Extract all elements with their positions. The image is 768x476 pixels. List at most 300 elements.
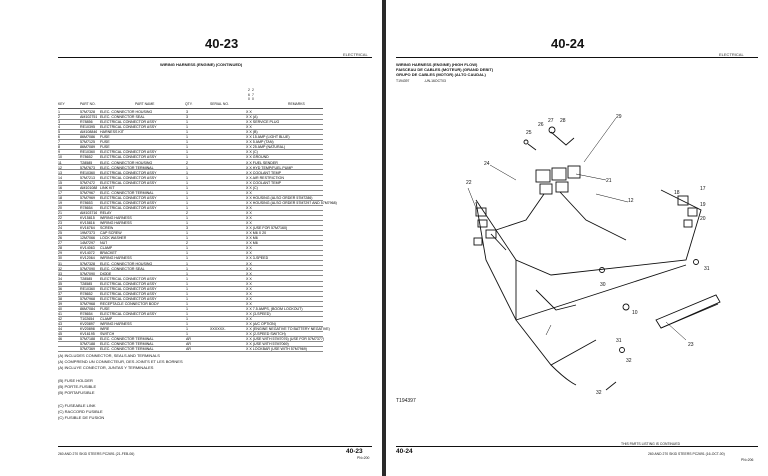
row-key: 35 (58, 281, 62, 286)
row-qty: 1 (186, 216, 188, 221)
row-part-name: WIRE (100, 327, 110, 332)
row-key: 2 (58, 115, 60, 120)
row-part-no: T28585 (80, 276, 93, 281)
row-part-no: 57M7967 (80, 190, 95, 195)
col-remarks: REMARKS (288, 102, 305, 106)
footer-pn: PN=200 (357, 456, 370, 460)
row-key: 42 (58, 317, 62, 322)
row-part-no: KV15815 (80, 216, 95, 221)
row-part-name: ELECTRICAL CONNECTOR ASSY (100, 281, 157, 286)
table-row (58, 155, 323, 159)
header-rule (396, 57, 758, 58)
row-part-name: ELECTRICAL CONNECTOR ASSY (100, 195, 157, 200)
row-key: 27 (58, 241, 62, 246)
row-serial: XXXXXX- (210, 327, 226, 332)
row-qty: 1 (186, 195, 188, 200)
table-row (58, 125, 323, 129)
row-qty: 1 (186, 145, 188, 150)
row-qty: 1 (186, 150, 188, 155)
row-part-no: 86M7086 (80, 135, 95, 140)
row-qty: 1 (186, 251, 188, 256)
row-part-no: 57M7328 (80, 110, 95, 114)
row-part-no: RE10360 (80, 150, 95, 155)
row-remarks: X X (246, 261, 252, 266)
row-qty: 1 (186, 155, 188, 160)
callout-27: 27 (548, 118, 554, 124)
row-qty: 1 (186, 246, 188, 251)
row-part-no: 57M7213 (80, 175, 95, 180)
row-part-name: FUSE (100, 306, 110, 311)
table-row (58, 307, 323, 311)
footer-rule (58, 446, 372, 447)
row-part-no: 86M7084 (80, 306, 95, 311)
row-remarks: X X 5 AMP (TAN) (246, 140, 274, 145)
row-key: 4 (58, 125, 60, 130)
table-row (58, 110, 323, 114)
row-part-name: ELEC. CONNECTOR TERMINAL (100, 342, 154, 347)
row-remarks: X X (246, 266, 252, 271)
row-part-no: 57M7472 (80, 180, 95, 185)
row-remarks: X X (3-SPEED) (246, 312, 271, 316)
row-remarks: X X (246, 286, 252, 291)
footer-rule (396, 446, 758, 447)
row-qty: 1 (186, 130, 188, 135)
row-remarks: X X (246, 110, 252, 114)
row-key: 33 (58, 271, 62, 276)
row-part-no: T28585 (80, 281, 93, 286)
row-qty: AR (186, 347, 191, 352)
serial-marker: 0 (248, 97, 250, 101)
row-part-no: KV14072 (80, 251, 95, 256)
title-en: WIRING HARNESS (ENGINE) (HIGH FLOW) (396, 62, 478, 67)
table-row (58, 140, 323, 144)
row-remarks: X X (B) (246, 130, 258, 135)
callout-17: 17 (700, 186, 706, 192)
row-qty: 1 (186, 140, 188, 145)
table-header-rule (58, 108, 323, 109)
row-part-no: T102654 (80, 317, 95, 322)
row-remarks: X X (246, 205, 252, 210)
row-remarks: X X (USE WITH 57M7076) (USE FOR 57M7377) (246, 337, 325, 342)
callout-26: 26 (538, 122, 544, 128)
row-part-name: FUSE (100, 135, 110, 140)
row-part-name: ELECTRICAL CONNECTOR ASSY (100, 286, 157, 291)
row-qty: 1 (186, 296, 188, 301)
row-part-name: NUT (100, 241, 108, 246)
row-part-no: R78654 (80, 312, 93, 316)
row-key: 41 (58, 312, 62, 316)
row-qty: 1 (186, 312, 188, 316)
row-qty: 1 (186, 221, 188, 226)
row-part-no: 14M7297 (80, 241, 95, 246)
table-row (58, 130, 323, 134)
row-qty: 1 (186, 261, 188, 266)
row-part-name: CLAMP (100, 317, 113, 322)
callout-19: 19 (700, 202, 706, 208)
col-part-no: PART NO. (80, 102, 96, 106)
table-row (58, 176, 323, 180)
row-key: 39 (58, 301, 62, 306)
row-part-name: ELEC. CONNECTOR TERMINAL (100, 337, 154, 342)
row-remarks: X X (A) (246, 115, 258, 120)
row-part-name: WIRING HARNESS (100, 322, 132, 327)
row-part-no: RE10360 (80, 286, 95, 291)
row-qty: 1 (186, 256, 188, 261)
row-qty: 1 (186, 276, 188, 281)
row-part-no: 57M7969 (80, 195, 95, 200)
row-part-name: ELECTRICAL CONNECTOR ASSY (100, 276, 157, 281)
row-part-no: 57M7090 (80, 271, 95, 276)
row-remarks: X X (246, 276, 252, 281)
row-part-no: R78652 (80, 291, 93, 296)
footer-pn: PN=206 (741, 458, 754, 462)
row-part-no: KV15816 (80, 221, 95, 226)
row-part-name: FUSE (100, 145, 110, 150)
row-qty: 1 (186, 291, 188, 296)
col-key: KEY (58, 102, 65, 106)
row-key: 1 (58, 110, 60, 114)
row-key: 37 (58, 291, 62, 296)
callout-24: 24 (484, 161, 490, 167)
row-remarks: X X M6 X 20 (246, 231, 267, 236)
table-row (58, 337, 323, 341)
row-qty: 3 (186, 226, 188, 231)
row-remarks: X X GROUND (246, 155, 269, 160)
row-part-no: KV20898 (80, 327, 95, 332)
row-key: 24 (58, 226, 62, 231)
row-key: 9 (58, 150, 60, 155)
row-remarks: X X (USE FOR 57M7160) (246, 226, 288, 231)
row-part-no: 57M7968 (80, 296, 95, 301)
row-key: 36 (58, 286, 62, 291)
row-part-name: WIRING HARNESS (100, 221, 132, 226)
callout-25: 25 (526, 130, 532, 136)
row-part-no: 19M7373 (80, 231, 95, 236)
figure-caption: T194397 (396, 398, 416, 404)
row-part-name: ELECTRICAL CONNECTOR ASSY (100, 120, 157, 125)
row-key: 5 (58, 130, 60, 135)
row-part-name: ELECTRICAL CONNECTOR ASSY (100, 205, 157, 210)
row-part-name: ELECTRICAL CONNECTOR ASSY (100, 150, 157, 155)
row-remarks: X X (246, 251, 252, 256)
row-qty: 1 (186, 135, 188, 140)
row-part-no: 57M7090 (80, 266, 95, 271)
row-part-name: BRACKET (100, 251, 117, 256)
row-key: 44 (58, 327, 62, 332)
row-part-no: R78654 (80, 205, 93, 210)
row-part-name: SWITCH (100, 332, 115, 337)
table-row (58, 302, 323, 306)
col-qty: QTY. (185, 102, 193, 106)
row-part-name: ELEC. CONNECTOR SEAL (100, 115, 145, 120)
table-row (58, 267, 323, 271)
row-remarks: X X HYD TEMP/FUEL PUMP (246, 165, 293, 170)
table-row (58, 332, 323, 336)
right-page (386, 0, 768, 476)
row-part-no: 57M7673 (80, 165, 95, 170)
footnote: (B) PORTE-FUSIBLE (58, 384, 97, 389)
row-key: 22 (58, 216, 62, 221)
row-part-no: 57M7125 (80, 140, 95, 145)
row-qty: 2 (186, 241, 188, 246)
row-qty: 1 (186, 332, 188, 337)
table-row (58, 221, 323, 225)
table-row (58, 272, 323, 276)
row-part-name: ELEC. CONNECTOR HOUSING (100, 110, 153, 114)
table-row (58, 200, 337, 205)
callout-30: 30 (600, 282, 606, 288)
row-part-name: ELEC. CONNECTOR SEAL (100, 266, 145, 271)
row-remarks: X X SERVICE PLUG (246, 120, 280, 125)
row-qty: 1 (186, 185, 188, 190)
row-key: 45 (58, 332, 62, 337)
row-key: 10 (58, 155, 62, 160)
serial-marker: 7 (252, 92, 254, 97)
row-remarks: X X (246, 216, 252, 221)
row-part-no: 57M7968 (80, 301, 95, 306)
row-part-name: SCREW (100, 226, 114, 231)
row-qty: 2 (186, 160, 188, 165)
row-remarks: X X (246, 190, 252, 195)
row-remarks: X X (246, 301, 252, 306)
serial-marker: 2 (252, 88, 254, 92)
title-fr: FAISCEAU DE CABLES (MOTEUR) (GRAND DEBIT) (396, 67, 494, 72)
footnote: (B) FUSE HOLDER (58, 377, 93, 383)
row-remarks: X X 3-SPEED (246, 256, 269, 261)
page-number: 40-24 (551, 36, 585, 51)
table-row (58, 342, 323, 346)
row-remarks: X X COOLANT TEMP (246, 180, 282, 185)
footer-text: 260 AND 270 SKID STEERS PC2691 (16-OCT-00) (648, 452, 725, 456)
row-remarks: X X (A/C OPTION) (246, 322, 276, 327)
row-remarks: X X (246, 317, 252, 322)
row-part-name: ELECTRICAL CONNECTOR ASSY (100, 125, 157, 130)
row-key: 23 (58, 221, 62, 226)
table-row (58, 287, 323, 291)
table-row (58, 216, 323, 220)
table-row (58, 186, 323, 190)
row-qty: 1 (186, 175, 188, 180)
figure-date: -UN-16OCT03 (424, 79, 446, 83)
footnote: (C) FUSIBLE DE FUSION (58, 415, 105, 420)
table-row (58, 145, 323, 149)
footer-page-number: 40-24 (396, 448, 413, 455)
row-qty: AR (186, 342, 191, 347)
row-part-name: ELECTRICAL CONNECTOR ASSY (100, 155, 157, 160)
row-part-no: KV20897 (80, 322, 95, 327)
row-remarks: X X (246, 211, 252, 215)
table-row (58, 181, 323, 185)
table-row (58, 115, 323, 119)
row-part-name: ELECTRICAL CONNECTOR ASSY (100, 180, 157, 185)
table-row (58, 226, 323, 230)
row-part-name: ELECTRICAL CONNECTOR ASSY (100, 170, 157, 175)
table-row (58, 206, 323, 210)
row-key: 30 (58, 256, 62, 261)
row-qty: 1 (186, 281, 188, 286)
row-part-name: FUSE (100, 140, 110, 145)
callout-10: 10 (632, 310, 638, 316)
row-part-name: ELEC. CONNECTOR HOUSING (100, 261, 153, 266)
row-part-no: RE10395 (80, 125, 95, 130)
row-remarks: X X COOLANT TEMP (246, 170, 282, 175)
row-part-no: R78653 (80, 200, 93, 205)
footnote: (A) INCLUYE CONECTOR, JUNTAS Y TERMINALES (58, 365, 154, 371)
row-remarks: X X (246, 281, 252, 286)
row-part-no: AM101088 (80, 185, 98, 190)
row-part-no: AM108846 (80, 130, 98, 135)
row-key: 14 (58, 175, 62, 180)
row-qty: 1 (186, 180, 188, 185)
title-es: GRUPO DE CABLES (MOTOR) (ALTO CAUDAL) (396, 72, 486, 77)
table-row (58, 161, 323, 165)
row-part-name: ELEC. CONNECTOR TERMINAL (100, 347, 154, 352)
row-key: 18 (58, 195, 62, 200)
row-qty: 1 (186, 322, 188, 327)
row-key: 31 (58, 261, 62, 266)
callout-28: 28 (560, 118, 566, 124)
row-key: 34 (58, 276, 62, 281)
callout-12: 12 (628, 198, 634, 204)
row-part-name: ELEC. CONNECTOR HOUSING (100, 160, 153, 165)
row-qty: 1 (186, 205, 188, 210)
row-key: 11 (58, 160, 62, 165)
footnote: (A) COMPREND UN CONNECTEUR, DES JOINTS ET LES BORNES (58, 359, 183, 365)
row-qty: 1 (186, 231, 188, 236)
row-remarks: X X AIR RESTRICTION (246, 175, 284, 180)
table-row (58, 135, 323, 139)
row-part-name: CLAMP (100, 246, 113, 251)
table-row (58, 236, 323, 240)
row-remarks: X X M6 (246, 236, 258, 241)
row-key: 38 (58, 296, 62, 301)
row-qty: 1 (186, 170, 188, 175)
row-qty: 1 (186, 190, 188, 195)
table-row (58, 347, 323, 351)
row-part-no: 57M7328 (80, 261, 95, 266)
callout-31b: 31 (616, 338, 622, 344)
row-key: 16 (58, 185, 62, 190)
row-qty: 1 (186, 286, 188, 291)
table-row (58, 166, 323, 170)
footer-page-number: 40-23 (346, 448, 363, 455)
row-qty: 1 (186, 236, 188, 241)
table-row (58, 246, 323, 250)
row-part-name: ELEC. CONNECTOR TERMINAL (100, 190, 154, 195)
row-key: 7 (58, 140, 60, 145)
section-label: ELECTRICAL (343, 52, 368, 57)
table-row (58, 251, 323, 255)
serial-marker: 2 (248, 88, 250, 92)
row-remarks: X X (246, 296, 252, 301)
footnote: (B) PORTAFUSIBLE (58, 390, 95, 396)
row-key: 21 (58, 211, 62, 215)
row-qty: 1 (186, 301, 188, 306)
row-remarks: X X (C) (246, 185, 258, 190)
table-row (58, 191, 323, 195)
row-key: 26 (58, 236, 62, 241)
col-serial-no: SERIAL NO. (210, 102, 229, 106)
row-remarks: X X (246, 221, 252, 226)
row-part-no: R78652 (80, 155, 93, 160)
figure-id: T194397 (396, 79, 410, 83)
callout-22: 22 (466, 180, 472, 186)
row-part-no: R78856 (80, 120, 93, 125)
section-label: ELECTRICAL (719, 52, 744, 57)
row-part-name: ELECTRICAL CONNECTOR ASSY (100, 175, 157, 180)
serial-marker: 0 (252, 97, 254, 101)
row-key: 19 (58, 200, 62, 205)
row-part-no: RE10360 (80, 170, 95, 175)
serial-marker: 6 (248, 92, 250, 97)
table-row (58, 297, 323, 301)
row-part-name: ELECTRICAL CONNECTOR ASSY (100, 291, 157, 296)
table-row (58, 322, 323, 326)
row-key: 13 (58, 170, 62, 175)
row-part-no: AM102751 (80, 115, 98, 120)
row-remarks: X X M6 (246, 241, 258, 246)
row-key: 3 (58, 120, 60, 125)
row-key: 32 (58, 266, 62, 271)
callout-32: 32 (596, 390, 602, 396)
row-key: 6 (58, 135, 60, 140)
table-row (58, 277, 323, 281)
row-qty: 1 (186, 120, 188, 125)
row-qty: 3 (186, 115, 188, 120)
row-remarks: X X HOUSING (ALSO ORDER 57M7286) (246, 195, 313, 200)
row-key: 28 (58, 246, 62, 251)
row-part-name: ELECTRICAL CONNECTOR ASSY (100, 296, 157, 301)
col-part-name: PART NAME (135, 102, 155, 106)
row-remarks: X X (ENGINE NEGATIVE TO BATTERY NEGATIVE) (246, 327, 330, 332)
row-remarks: X X (246, 125, 252, 130)
row-part-name: ELECTRICAL CONNECTOR ASSY (100, 200, 157, 205)
page-title: WIRING HARNESS (ENGINE) (CONTINUED) (160, 62, 243, 67)
table-row (58, 312, 323, 316)
row-part-no: 57M7369 (80, 347, 95, 352)
row-qty: 1 (186, 125, 188, 130)
row-part-no: KV12064 (80, 256, 95, 261)
row-part-name: RELAY (100, 211, 112, 215)
table-row (58, 292, 323, 296)
row-remarks: X X (USE WITH 57M7069) (246, 342, 289, 347)
row-key: 12 (58, 165, 62, 170)
page-number: 40-23 (205, 36, 239, 51)
footnote: (A) INCLUDES CONNECTOR, SEALS AND TERMINALS (58, 353, 160, 358)
row-key: 46 (58, 337, 62, 342)
footnote: (C) RACCORD FUSIBLE (58, 408, 103, 414)
row-qty: 1 (186, 266, 188, 271)
table-row (58, 196, 323, 200)
row-part-name: LINK KIT (100, 185, 115, 190)
table-row (58, 282, 323, 286)
callout-23: 23 (688, 342, 694, 348)
row-part-no: 57M7188 (80, 342, 95, 347)
row-remarks: X X (246, 291, 252, 296)
row-qty: 1 (186, 317, 188, 322)
table-row (58, 262, 323, 266)
row-remarks: X X (2-SPEED SWITCH) (246, 332, 286, 337)
row-part-name: WIRING HARNESS (100, 256, 132, 261)
row-part-no: 57M7188 (80, 337, 95, 342)
row-part-name: LOCK WASHER (100, 236, 127, 241)
callout-31: 31 (704, 266, 710, 272)
row-part-no: T28585 (80, 160, 93, 165)
row-remarks: X X LOCKBAR (USE WITH 57M7969) (246, 347, 307, 352)
row-qty: AR (186, 337, 191, 342)
table-row (58, 256, 323, 260)
footnote: (C) FUSEABLE LINK (58, 402, 96, 408)
